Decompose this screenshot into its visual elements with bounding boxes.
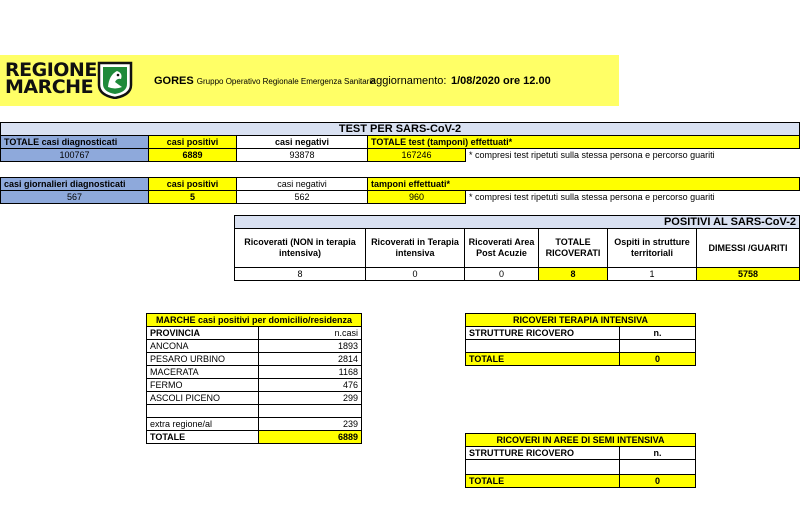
- province-cases: 1893: [259, 340, 362, 353]
- extra-region-label: extra regione/al: [147, 418, 259, 431]
- province-total-value: 6889: [259, 431, 362, 444]
- semi-total-label: TOTALE: [466, 475, 620, 488]
- icu-col-n: n.: [620, 327, 696, 340]
- tests-title: TEST PER SARS-CoV-2: [1, 123, 800, 136]
- icu-total-value: 0: [620, 353, 696, 366]
- province-cases: 476: [259, 379, 362, 392]
- header-banner: [0, 55, 619, 106]
- province-table: [146, 313, 362, 444]
- value-total-tests: 167246: [368, 149, 466, 162]
- header-negative: casi negativi: [237, 136, 368, 149]
- positives-title: POSITIVI AL SARS-CoV-2: [235, 216, 800, 229]
- value-post-acute: 0: [465, 268, 539, 281]
- empty-row: [147, 405, 362, 418]
- header-daily-tests: tamponi effettuati*: [368, 178, 800, 191]
- province-name: FERMO: [147, 379, 259, 392]
- header-total-diagnosed: TOTALE casi diagnosticati: [1, 136, 149, 149]
- header-hospitalized-icu: Ricoverati in Terapia intensiva: [366, 229, 465, 268]
- semi-col-n: n.: [620, 447, 696, 460]
- table-row: [147, 418, 362, 431]
- update-label: aggiornamento:: [370, 75, 447, 87]
- organization-label: [154, 75, 376, 87]
- daily-note: * compresi test ripetuti sulla stessa persona e percorso guariti: [469, 191, 715, 202]
- value-negative: 93878: [237, 149, 368, 162]
- table-row: [147, 340, 362, 353]
- org-name: Gruppo Operativo Regionale Emergenza Sanitaria: [196, 77, 376, 86]
- value-discharged: 5758: [697, 268, 800, 281]
- province-name: MACERATA: [147, 366, 259, 379]
- value-positive: 6889: [149, 149, 237, 162]
- icu-total-label: TOTALE: [466, 353, 620, 366]
- org-acronym: GORES: [154, 75, 194, 87]
- icu-col-structures: STRUTTURE RICOVERO: [466, 327, 620, 340]
- col-province: PROVINCIA: [147, 327, 259, 340]
- semi-total-value: 0: [620, 475, 696, 488]
- tests-total-table: [0, 122, 800, 162]
- tests-note: * compresi test ripetuti sulla stessa persona e percorso guariti: [469, 149, 715, 160]
- header-total-tests: TOTALE test (tamponi) effettuati*: [368, 136, 800, 149]
- province-cases: 299: [259, 392, 362, 405]
- value-daily-tests: 960: [368, 191, 466, 204]
- update-timestamp: 1/08/2020 ore 12.00: [451, 75, 551, 87]
- col-cases: n.casi: [259, 327, 362, 340]
- value-territorial-guests: 1: [608, 268, 697, 281]
- logo-line2: MARCHE: [5, 76, 94, 98]
- province-title: MARCHE casi positivi per domicilio/residenza: [147, 314, 362, 327]
- total-row: [147, 431, 362, 444]
- empty-row: [466, 340, 696, 353]
- table-row: [147, 379, 362, 392]
- province-cases: 2814: [259, 353, 362, 366]
- header-positive: casi positivi: [149, 136, 237, 149]
- header-discharged: DIMESSI /GUARITI: [697, 229, 800, 268]
- total-row: [466, 353, 696, 366]
- regione-marche-logo: [5, 59, 97, 98]
- province-cases: 1168: [259, 366, 362, 379]
- value-daily-negative: 562: [237, 191, 368, 204]
- value-total-hospitalized: 8: [539, 268, 608, 281]
- province-name: PESARO URBINO: [147, 353, 259, 366]
- province-name: ANCONA: [147, 340, 259, 353]
- semi-intensive-table: [465, 433, 696, 488]
- header-total-hospitalized: TOTALE RICOVERATI: [539, 229, 608, 268]
- value-hospitalized-non-icu: 8: [235, 268, 366, 281]
- semi-title: RICOVERI IN AREE DI SEMI INTENSIVA: [466, 434, 696, 447]
- logo-line1: REGIONE: [5, 59, 97, 81]
- total-row: [466, 475, 696, 488]
- province-total-label: TOTALE: [147, 431, 259, 444]
- icu-table: [465, 313, 696, 366]
- header-daily-positive: casi positivi: [149, 178, 237, 191]
- region-emblem-icon: [97, 61, 133, 99]
- province-name: ASCOLI PICENO: [147, 392, 259, 405]
- value-daily-positive: 5: [149, 191, 237, 204]
- table-row: [147, 392, 362, 405]
- icu-title: RICOVERI TERAPIA INTENSIVA: [466, 314, 696, 327]
- semi-col-structures: STRUTTURE RICOVERO: [466, 447, 620, 460]
- header-daily-diagnosed: casi giornalieri diagnosticati: [1, 178, 149, 191]
- header-hospitalized-non-icu: Ricoverati (NON in terapia intensiva): [235, 229, 366, 268]
- empty-row: [466, 460, 696, 475]
- value-hospitalized-icu: 0: [366, 268, 465, 281]
- extra-region-value: 239: [259, 418, 362, 431]
- tests-daily-table: [0, 177, 800, 204]
- header-post-acute: Ricoverati Area Post Acuzie: [465, 229, 539, 268]
- header-territorial-guests: Ospiti in strutture territoriali: [608, 229, 697, 268]
- table-row: [147, 366, 362, 379]
- table-row: [147, 353, 362, 366]
- positives-table: [234, 215, 800, 281]
- value-daily-diagnosed: 567: [1, 191, 149, 204]
- header-daily-negative: casi negativi: [237, 178, 368, 191]
- value-total-diagnosed: 100767: [1, 149, 149, 162]
